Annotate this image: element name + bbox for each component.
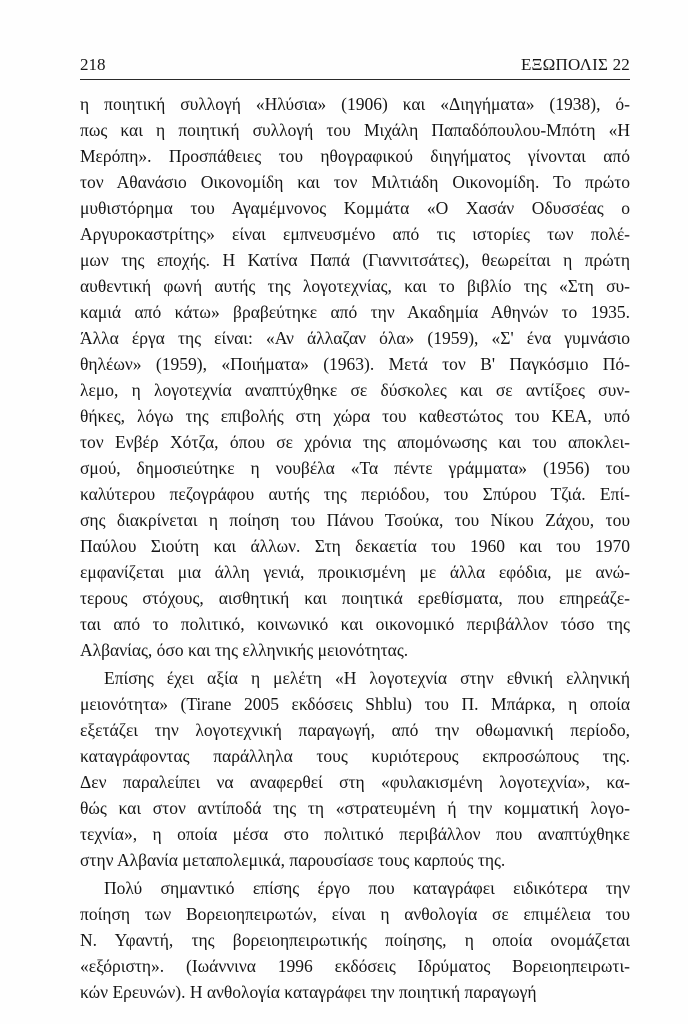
text-line-content: καλύτερου πεζογράφου αυτής της περιόδου, του Σπύρου Τζιά. Επί-	[80, 484, 630, 504]
text-line-content: θήκες, λόγω της επιβολής στη χώρα του καθεστώτος του ΚΕΑ, υπό	[80, 406, 631, 426]
text-line-content: εμφανίζεται μια άλλη γενιά, προικισμένη με άλλα εφόδια, με ανώ-	[80, 562, 630, 582]
text-line-content: Επίσης έχει αξία η μελέτη «Η λογοτεχνία στην εθνική ελληνική	[104, 668, 630, 688]
text-line	[80, 117, 636, 143]
text-line	[80, 247, 636, 273]
text-line-content: τον Ενβέρ Χότζα, όπου σε χρόνια της απομόνωσης και του αποκλει-	[80, 432, 630, 452]
text-line-content: σης διακρίνεται η ποίηση του Πάνου Τσούκα, του Νίκου Ζάχου, του	[80, 510, 630, 530]
text-line	[80, 611, 636, 637]
text-line	[80, 847, 636, 873]
page-header	[80, 54, 630, 76]
text-line-content: Ν. Υφαντή, της βορειοηπειρωτικής ποίησης, η οποία ονομάζεται	[80, 930, 630, 950]
text-line-content: η ποιητική συλλογή «Ηλύσια» (1906) και «Διηγήματα» (1938), ό-	[80, 94, 630, 114]
text-line-content: τον Αθανάσιο Οικονομίδη και τον Μιλτιάδη Οικονομίδη. Το πρώτο	[80, 172, 630, 192]
text-line-content: πως και η ποιητική συλλογή του Μιχάλη Παπαδόπουλου-Μπότη «Η	[80, 120, 630, 140]
text-line-content: ποίηση των Βορειοηπειρωτών, είναι η ανθολογία σε επιμέλεια του	[80, 904, 630, 924]
text-line	[80, 377, 636, 403]
text-line-content: λεμο, η λογοτεχνία αναπτύχθηκε σε δύσκολες και σε αντίξοες συν-	[80, 380, 630, 400]
text-line	[80, 901, 636, 927]
text-line	[80, 169, 636, 195]
text-line	[80, 769, 636, 795]
text-line-content: ται από το πολιτικό, κοινωνικό και οικονομικό περιβάλλον τόσο της	[80, 614, 630, 634]
text-line-content: σμού, δημοσιεύτηκε η νουβέλα «Τα πέντε γράμματα» (1956) του	[80, 458, 631, 478]
text-line	[80, 351, 636, 377]
text-line	[80, 743, 636, 769]
text-line	[80, 325, 636, 351]
text-line	[80, 585, 636, 611]
text-line-content: «εξόριστη». (Ιωάννινα 1996 εκδόσεις Ιδρύματος Βορειοηπειρωτι-	[80, 956, 630, 976]
page-number: 218	[80, 55, 106, 74]
text-line	[80, 195, 636, 221]
text-line	[80, 637, 636, 663]
text-line	[80, 507, 636, 533]
text-line-content: μειονότητα» (Tirane 2005 εκδόσεις Shblu) του Π. Μπάρκα, η οποία	[80, 694, 630, 714]
text-line-content: θώς και στον αντίποδά της τη «στρατευμένη ή την κομματική λογο-	[80, 798, 631, 818]
text-line	[80, 821, 636, 847]
text-line-content: Δεν παραλείπει να αναφερθεί στη «φυλακισμένη λογοτεχνία», κα-	[80, 772, 630, 792]
text-line-content: εξετάζει την λογοτεχνική παραγωγή, από την οθωμανική περίοδο,	[80, 720, 630, 740]
text-line-content: Αλβανίας, όσο και της ελληνικής μειονότητας.	[80, 640, 409, 660]
text-line-content: μυθιστόρημα του Αγαμέμνονος Κομμάτα «Ο Χασάν Οδυσσέας ο	[80, 198, 630, 218]
text-line	[80, 91, 636, 117]
text-line	[80, 795, 636, 821]
text-line	[80, 481, 636, 507]
paragraph	[80, 875, 636, 1005]
text-line-content: Μερόπη». Προσπάθειες του ηθογραφικού διηγήματος γίνονται από	[80, 146, 630, 166]
text-line	[80, 953, 636, 979]
text-line	[80, 273, 636, 299]
running-title: ΕΞΩΠΟΛΙΣ 22	[520, 55, 630, 74]
text-line	[80, 533, 636, 559]
text-line-content: αυθεντική φωνή αυτής της λογοτεχνίας, και το βιβλίο της «Στη συ-	[80, 276, 630, 296]
text-line-content: στην Αλβανία μεταπολεμικά, παρουσίασε τους καρπούς της.	[80, 850, 506, 870]
text-line-content: κών Ερευνών). Η ανθολογία καταγράφει την ποιητική παραγωγή	[80, 982, 537, 1002]
text-line	[80, 717, 636, 743]
text-line-content: τεχνία», η οποία μέσα στο πολιτικό περιβάλλον που αναπτύχθηκε	[80, 824, 630, 844]
text-line-content: καμιά από κάτω» βραβεύτηκε από την Ακαδημία Αθηνών το 1935.	[80, 302, 630, 322]
text-line	[80, 221, 636, 247]
text-line	[80, 559, 636, 585]
text-line	[80, 143, 636, 169]
text-line	[80, 927, 636, 953]
header-rule	[80, 79, 630, 80]
text-line-content: θηλέων» (1959), «Ποιήματα» (1963). Μετά τον Β' Παγκόσμιο Πό-	[80, 354, 630, 374]
paragraph	[80, 665, 636, 873]
body-text	[80, 91, 636, 1005]
text-line-content: καταγράφοντας παράλληλα τους κυριότερους εκπροσώπους της.	[80, 746, 630, 766]
text-line-content: Αργυροκαστρίτης» είναι εμπνευσμένο από τις ιστορίες των πολέ-	[80, 224, 630, 244]
text-line	[80, 691, 636, 717]
text-line	[80, 403, 636, 429]
text-line	[80, 979, 636, 1005]
text-line	[80, 875, 636, 901]
text-line	[80, 455, 636, 481]
text-line-content: Παύλου Σιούτη και άλλων. Στη δεκαετία του 1960 και του 1970	[80, 536, 630, 556]
text-line	[80, 665, 636, 691]
text-line-content: Άλλα έργα της είναι: «Αν άλλαζαν όλα» (1959), «Σ' ένα γυμνάσιο	[80, 328, 630, 348]
text-line-content: τερους στόχους, αισθητική και ποιητικά ερεθίσματα, που επηρεάζε-	[80, 588, 631, 608]
text-line	[80, 429, 636, 455]
text-line	[80, 299, 636, 325]
text-line-content: μων της εποχής. Η Κατίνα Παπά (Γιαννιτσάτες), θεωρείται η πρώτη	[80, 250, 630, 270]
text-line-content: Πολύ σημαντικό επίσης έργο που καταγράφει ειδικότερα την	[104, 878, 630, 898]
paragraph	[80, 91, 636, 663]
